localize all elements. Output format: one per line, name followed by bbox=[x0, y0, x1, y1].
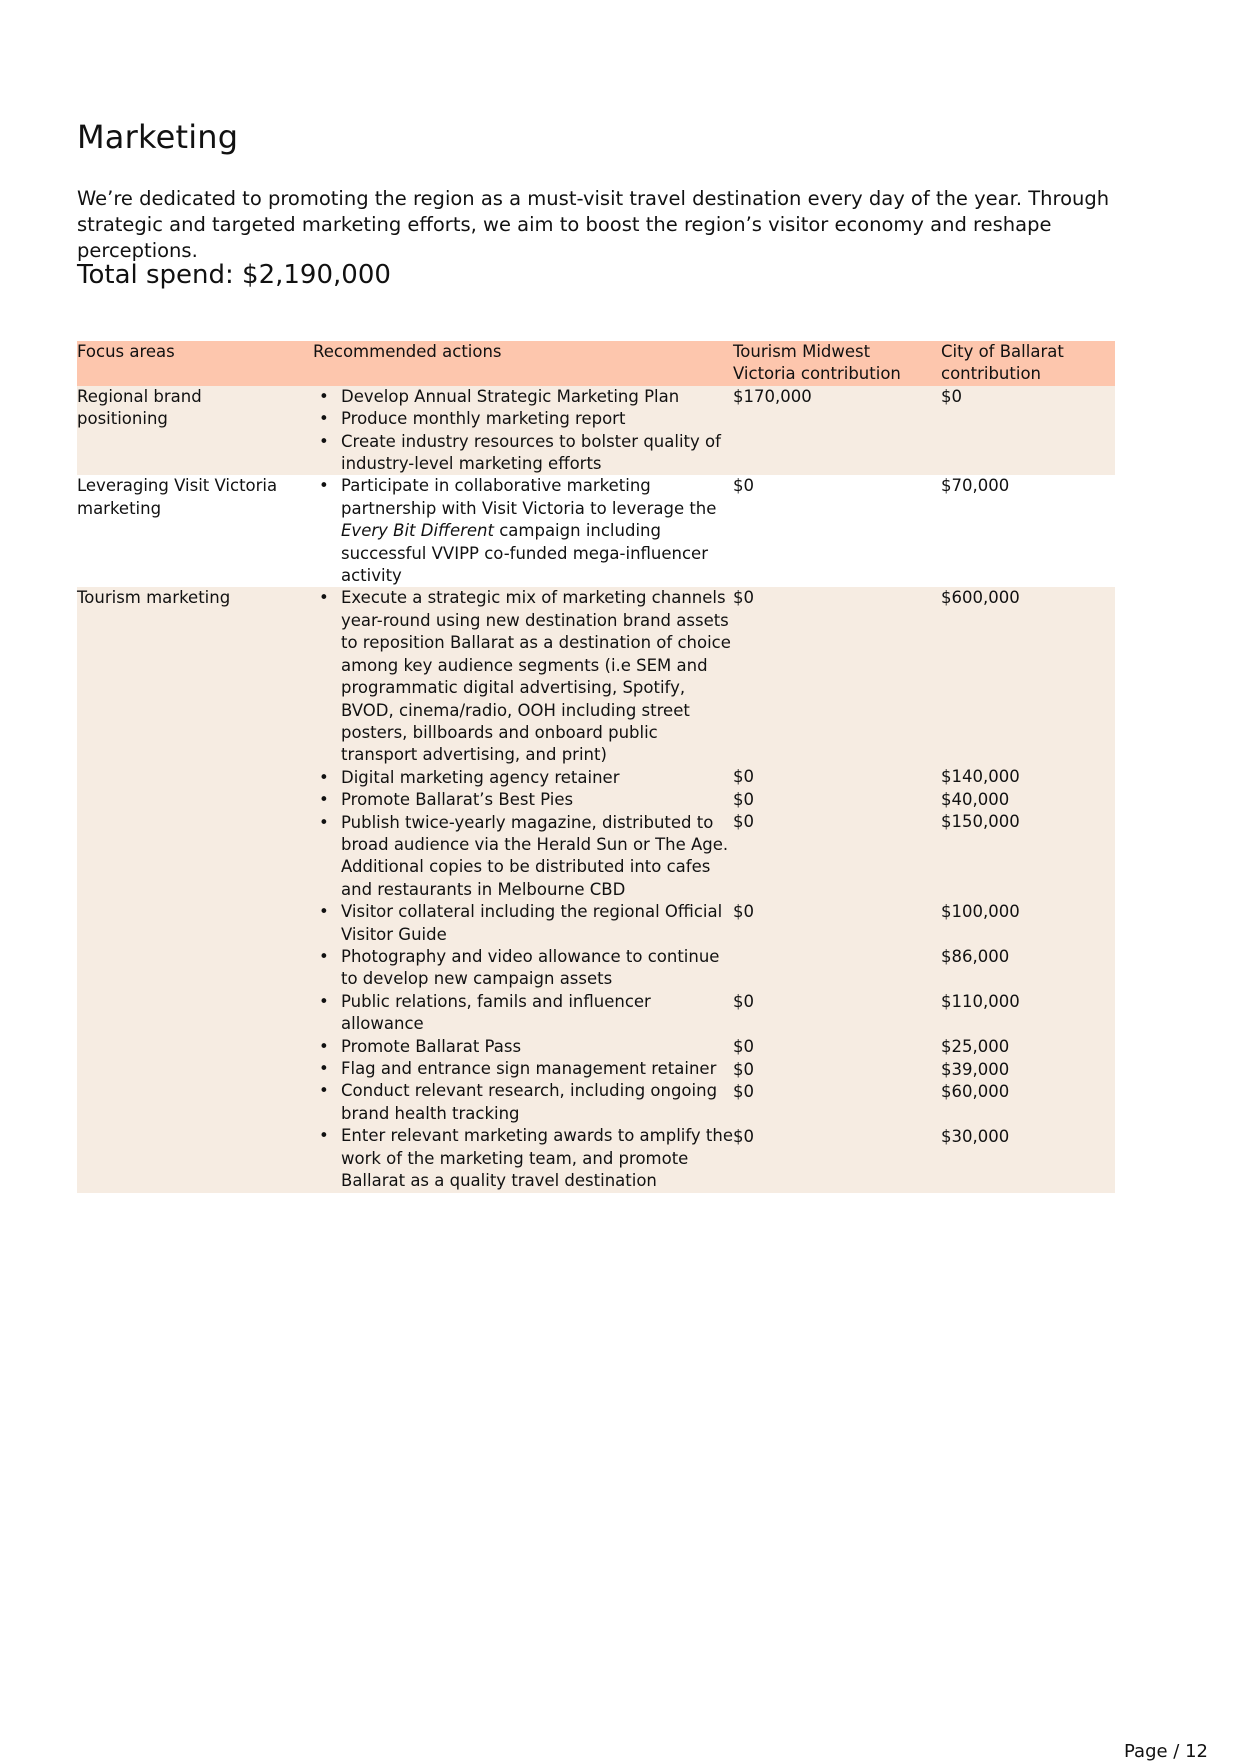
actions-cell bbox=[313, 475, 733, 587]
cob-amount: $60,000 bbox=[941, 1082, 1010, 1102]
cob-amount: $39,000 bbox=[941, 1059, 1010, 1079]
tmv-amount: $0 bbox=[733, 1127, 754, 1147]
total-spend: Total spend: $2,190,000 bbox=[77, 260, 391, 290]
action-item: • Visitor collateral including the regional Official Visitor Guide bbox=[313, 901, 733, 946]
campaign-name: Every Bit Different bbox=[341, 521, 494, 541]
tmv-amount: $0 bbox=[733, 812, 754, 832]
action-item: • Publish twice-yearly magazine, distributed to broad audience via the Herald Sun or The Age. Additional copies to be distributed into cafes and restaurants in Melbourne CBD bbox=[313, 812, 733, 902]
tmv-amount: $0 bbox=[733, 992, 754, 1012]
cob-amount: $110,000 bbox=[941, 992, 1020, 1012]
cob-amount: $600,000 bbox=[941, 588, 1020, 608]
page-number: Page / 12 bbox=[1124, 1741, 1208, 1762]
cob-amount: $30,000 bbox=[941, 1127, 1010, 1147]
action-list bbox=[313, 386, 733, 476]
header-cob-contribution: City of Ballarat contribution bbox=[941, 342, 1064, 384]
action-item: • Enter relevant marketing awards to amplify the work of the marketing team, and promote Ballarat as a quality travel destination bbox=[313, 1125, 733, 1192]
actions-cell bbox=[313, 386, 733, 476]
cob-amount: $25,000 bbox=[941, 1037, 1010, 1057]
cob-amount: $100,000 bbox=[941, 902, 1020, 922]
focus-area-cell: Tourism marketing bbox=[77, 588, 231, 608]
tmv-contribution-cell bbox=[733, 587, 941, 1193]
action-item: • Public relations, famils and influencer allowance bbox=[313, 991, 733, 1036]
action-item: • Flag and entrance sign management retainer bbox=[313, 1058, 733, 1080]
action-item: • Execute a strategic mix of marketing channels year-round using new destination brand assets to reposition Ballarat as a destination of choice among key audience segments (i.e SEM and programmatic digital advertising, Spotify, BVOD, cinema/radio, OOH including street posters, billboards and onboard public transport advertising, and print) bbox=[313, 587, 733, 766]
action-list bbox=[313, 587, 733, 1192]
cob-amount: $86,000 bbox=[941, 947, 1010, 967]
page-title: Marketing bbox=[77, 118, 239, 156]
intro-paragraph: We’re dedicated to promoting the region as a must-visit travel destination every day of the year. Through strategic and targeted marketing efforts, we aim to boost the region’s visitor economy and reshape perceptions. bbox=[77, 187, 1110, 262]
action-item: • Develop Annual Strategic Marketing Plan bbox=[313, 386, 733, 408]
tmv-amount: $0 bbox=[733, 588, 754, 608]
header-recommended-actions: Recommended actions bbox=[313, 342, 502, 361]
action-item: • Digital marketing agency retainer bbox=[313, 767, 733, 789]
header-tmv-contribution: Tourism Midwest Victoria contribution bbox=[733, 342, 901, 384]
header-focus-areas: Focus areas bbox=[77, 342, 175, 361]
cob-amount: $40,000 bbox=[941, 789, 1010, 809]
tmv-contribution-cell: $0 bbox=[733, 476, 754, 496]
actions-cell bbox=[313, 587, 733, 1193]
marketing-plan-table bbox=[77, 341, 1115, 1193]
cob-amount: $150,000 bbox=[941, 812, 1020, 832]
action-text: Participate in collaborative marketing partnership with Visit Victoria to leverage the bbox=[341, 476, 717, 518]
focus-area-cell: Regional brand positioning bbox=[77, 386, 202, 429]
action-list bbox=[313, 475, 733, 587]
tmv-amount: $0 bbox=[733, 1059, 754, 1079]
action-item bbox=[313, 475, 733, 587]
action-item: • Produce monthly marketing report bbox=[313, 408, 733, 430]
table-row bbox=[77, 386, 1115, 476]
tmv-amount: $0 bbox=[733, 1037, 754, 1057]
action-item: • Photography and video allowance to continue to develop new campaign assets bbox=[313, 946, 733, 991]
tmv-amount bbox=[733, 946, 941, 991]
tmv-amount: $0 bbox=[733, 789, 754, 809]
cob-amount: $140,000 bbox=[941, 767, 1020, 787]
tmv-amount: $0 bbox=[733, 902, 754, 922]
focus-area-cell: Leveraging Visit Victoria marketing bbox=[77, 476, 278, 518]
cob-contribution-cell: $0 bbox=[941, 386, 962, 406]
action-item: • Create industry resources to bolster quality of industry-level marketing efforts bbox=[313, 431, 733, 476]
cob-contribution-cell bbox=[941, 587, 1115, 1193]
action-text: campaign including successful VVIPP co-funded mega-influencer activity bbox=[341, 521, 708, 586]
action-item: • Promote Ballarat Pass bbox=[313, 1036, 733, 1058]
tmv-contribution-cell: $170,000 bbox=[733, 386, 812, 406]
action-item: • Conduct relevant research, including ongoing brand health tracking bbox=[313, 1080, 733, 1125]
table-row bbox=[77, 475, 1115, 587]
table-header-row bbox=[77, 341, 1115, 386]
tmv-amount: $0 bbox=[733, 767, 754, 787]
tmv-amount: $0 bbox=[733, 1082, 754, 1102]
action-item: • Promote Ballarat’s Best Pies bbox=[313, 789, 733, 811]
table-row bbox=[77, 587, 1115, 1193]
cob-contribution-cell: $70,000 bbox=[941, 476, 1010, 496]
